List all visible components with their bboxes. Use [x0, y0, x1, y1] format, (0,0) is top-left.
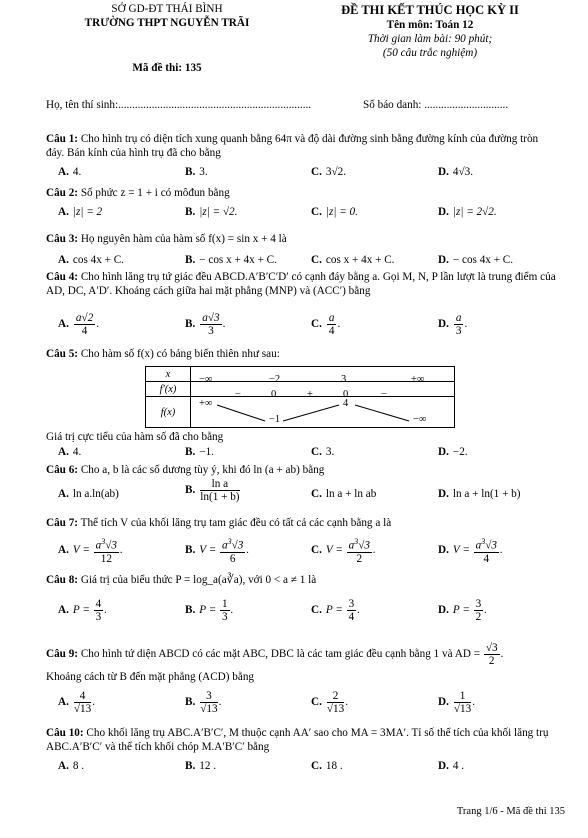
- q8-option-d: D. P = $\frac{3}{2}$ .: [438, 598, 488, 623]
- q9-option-c: C. $\frac{2}{√13}$ .: [311, 690, 349, 715]
- f-min: −1: [269, 414, 281, 425]
- q10-option-d: D. 4 .: [438, 760, 465, 772]
- q10-option-a: A. 8 .: [58, 760, 85, 772]
- q8-option-a: A. P = $\frac{4}{3}$ .: [58, 598, 108, 623]
- q4-option-b: B. $\frac{a√3}{3}$ .: [185, 312, 226, 337]
- time-limit: Thời gian làm bài: 90 phút;: [367, 33, 493, 45]
- student-name-line: Họ, tên thí sinh:.....................................................................: [46, 99, 312, 111]
- arrow-down-1: [217, 405, 265, 421]
- q1-option-b: B. 3.: [185, 166, 208, 178]
- q5-option-d: D. −2.: [438, 446, 468, 458]
- variation-arrows: [191, 397, 451, 429]
- variation-table: [145, 366, 455, 428]
- q10-option-b: B. 12 .: [185, 760, 217, 772]
- question-8: Câu 8: Giá trị của biểu thức P = log_a(a∛a), với 0 < a ≠ 1 là: [46, 574, 317, 586]
- sign-2: +: [307, 389, 313, 400]
- q9-option-a: A. $\frac{4}{√13}$ .: [58, 690, 96, 715]
- sign-1: −: [235, 389, 241, 400]
- q9-option-d: D. $\frac{1}{√13}$ .: [438, 690, 476, 715]
- q3-option-d: D. − cos 4x + C.: [438, 254, 514, 266]
- x-label: x: [146, 367, 191, 382]
- table-row: [146, 367, 455, 382]
- q4-option-d: D. $\frac{a}{3}$ .: [438, 312, 468, 337]
- q5-option-a: A. 4.: [58, 446, 82, 458]
- q4-option-a: A. $\frac{a√2}{4}$ .: [58, 312, 100, 337]
- question-5-prompt: Giá trị cực tiểu của hàm số đã cho bằng: [46, 431, 224, 443]
- f-max: 4: [343, 398, 349, 409]
- q10-option-c: C. 18 .: [311, 760, 343, 772]
- q3-option-b: B. − cos x + 4x + C.: [185, 254, 277, 266]
- exam-code: Mã đề thi: 135: [132, 62, 202, 74]
- question-9-prompt: Khoảng cách từ B đến mặt phẳng (ACD) bằng: [46, 671, 255, 683]
- x-3: 3: [341, 374, 347, 385]
- school-name: TRƯỜNG THPT NGUYỄN TRÃI: [84, 17, 250, 29]
- x-pos-inf: +∞: [411, 374, 425, 385]
- zero-2: 0: [343, 389, 349, 400]
- q1-option-c: C. 3√2.: [311, 166, 347, 178]
- q3-option-c: C. cos x + 4x + C.: [311, 254, 395, 266]
- arrow-up: [283, 405, 339, 421]
- exam-title: ĐỀ THI KẾT THÚC HỌC KỲ II: [341, 3, 519, 17]
- q2-option-c: C. |z| = 0.: [311, 206, 358, 218]
- question-4: Câu 4: Cho hình lăng trụ tứ giác đều ABCD.A′B′C′D′ có cạnh đáy bằng a. Gọi M, N, P lần lượt là trung điểm của AD, DC, A′D′. Khoảng cách giữa hai mặt phẳng (MNP) và (ACC′) bằng: [46, 271, 556, 297]
- question-5: Câu 5: Cho hàm số f(x) có bảng biến thiên như sau:: [46, 348, 280, 360]
- q2-option-a: A. |z| = 2: [58, 206, 103, 218]
- f-pos-inf: +∞: [199, 398, 213, 409]
- question-9: Câu 9: Cho hình tứ diện ABCD có các mặt ABC, DBC là các tam giác đều cạnh bằng 1 và AD = $\frac{√3}{2}$ .: [46, 642, 504, 667]
- q1-option-a: A. 4.: [58, 166, 82, 178]
- q5-option-b: B. −1.: [185, 446, 214, 458]
- q6-option-c: C. ln a + ln ab: [311, 488, 377, 500]
- student-id-line: Số báo danh: ..............................: [363, 99, 509, 111]
- subject: Tên môn: Toán 12: [386, 19, 474, 31]
- q8-option-b: B. P = $\frac{1}{3}$ .: [185, 598, 234, 623]
- question-1: Câu 1: Cho hình trụ có diện tích xung quanh bằng 64π và độ dài đường sinh bằng đường kính của đường tròn đáy. Bán kính của hình trụ đã cho bằng: [46, 133, 539, 159]
- f-label: f(x): [146, 397, 191, 428]
- f-values: [191, 397, 455, 428]
- q6-option-d: D. ln a + ln(1 + b): [438, 488, 521, 500]
- q2-option-d: D. |z| = 2√2.: [438, 206, 497, 218]
- f-neg-inf: −∞: [413, 414, 427, 425]
- fprime-signs: [191, 382, 455, 400]
- question-7: Câu 7: Thể tích V của khối lăng trụ tam giác đều có tất cả các cạnh bằng a là: [46, 517, 392, 529]
- page-footer: Trang 1/6 - Mã đề thi 135: [456, 806, 565, 817]
- question-count: (50 câu trắc nghiệm): [382, 47, 478, 59]
- arrow-down-2: [355, 405, 409, 421]
- q7-option-a: A. V = $\frac{a^3√3}{12}$ .: [58, 537, 123, 565]
- question-3: Câu 3: Họ nguyên hàm của hàm số f(x) = sin x + 4 là: [46, 233, 287, 245]
- q7-option-c: C. V = $\frac{a^3√3}{2}$ .: [311, 537, 376, 565]
- x-neg-inf: −∞: [199, 374, 213, 385]
- q1-option-d: D. 4√3.: [438, 166, 474, 178]
- sign-3: −: [381, 389, 387, 400]
- q7-option-d: D. V = $\frac{a^3√3}{4}$ .: [438, 537, 503, 565]
- question-10: Câu 10: Cho khối lăng trụ ABC.A′B′C′, M thuộc cạnh AA′ sao cho MA = 3MA′. Tỉ số thể tích của khối lăng trụ ABC.A′B′C′ và thể tích khối chóp M.A′B′C′ bằng: [46, 727, 549, 753]
- table-row: [146, 397, 455, 428]
- fprime-label: f′(x): [146, 382, 191, 397]
- question-6: Câu 6: Cho a, b là các số dương tùy ý, khi đó ln (a + ab) bằng: [46, 464, 325, 476]
- question-2: Câu 2: Số phức z = 1 + i có môđun bằng: [46, 187, 230, 199]
- q8-option-c: C. P = $\frac{3}{4}$ .: [311, 598, 361, 623]
- q4-option-c: C. $\frac{a}{4}$ .: [311, 312, 341, 337]
- department: SỞ GD-ĐT THÁI BÌNH: [111, 3, 223, 15]
- q7-option-b: B. V = $\frac{a^3√3}{6}$ .: [185, 537, 250, 565]
- q2-option-b: B. |z| = √2.: [185, 206, 238, 218]
- q9-option-b: B. $\frac{3}{√13}$ .: [185, 690, 222, 715]
- q5-option-c: C. 3.: [311, 446, 335, 458]
- x-minus-2: −2: [269, 374, 281, 385]
- q6-option-a: A. ln a.ln(ab): [58, 488, 119, 500]
- x-values: [191, 367, 455, 385]
- q6-option-b: B. $\frac{\text{ln a}}{\ln(1 + b)}$: [185, 478, 240, 503]
- table-row: [146, 382, 455, 397]
- q3-option-a: A. cos 4x + C.: [58, 254, 124, 266]
- zero-1: 0: [271, 389, 277, 400]
